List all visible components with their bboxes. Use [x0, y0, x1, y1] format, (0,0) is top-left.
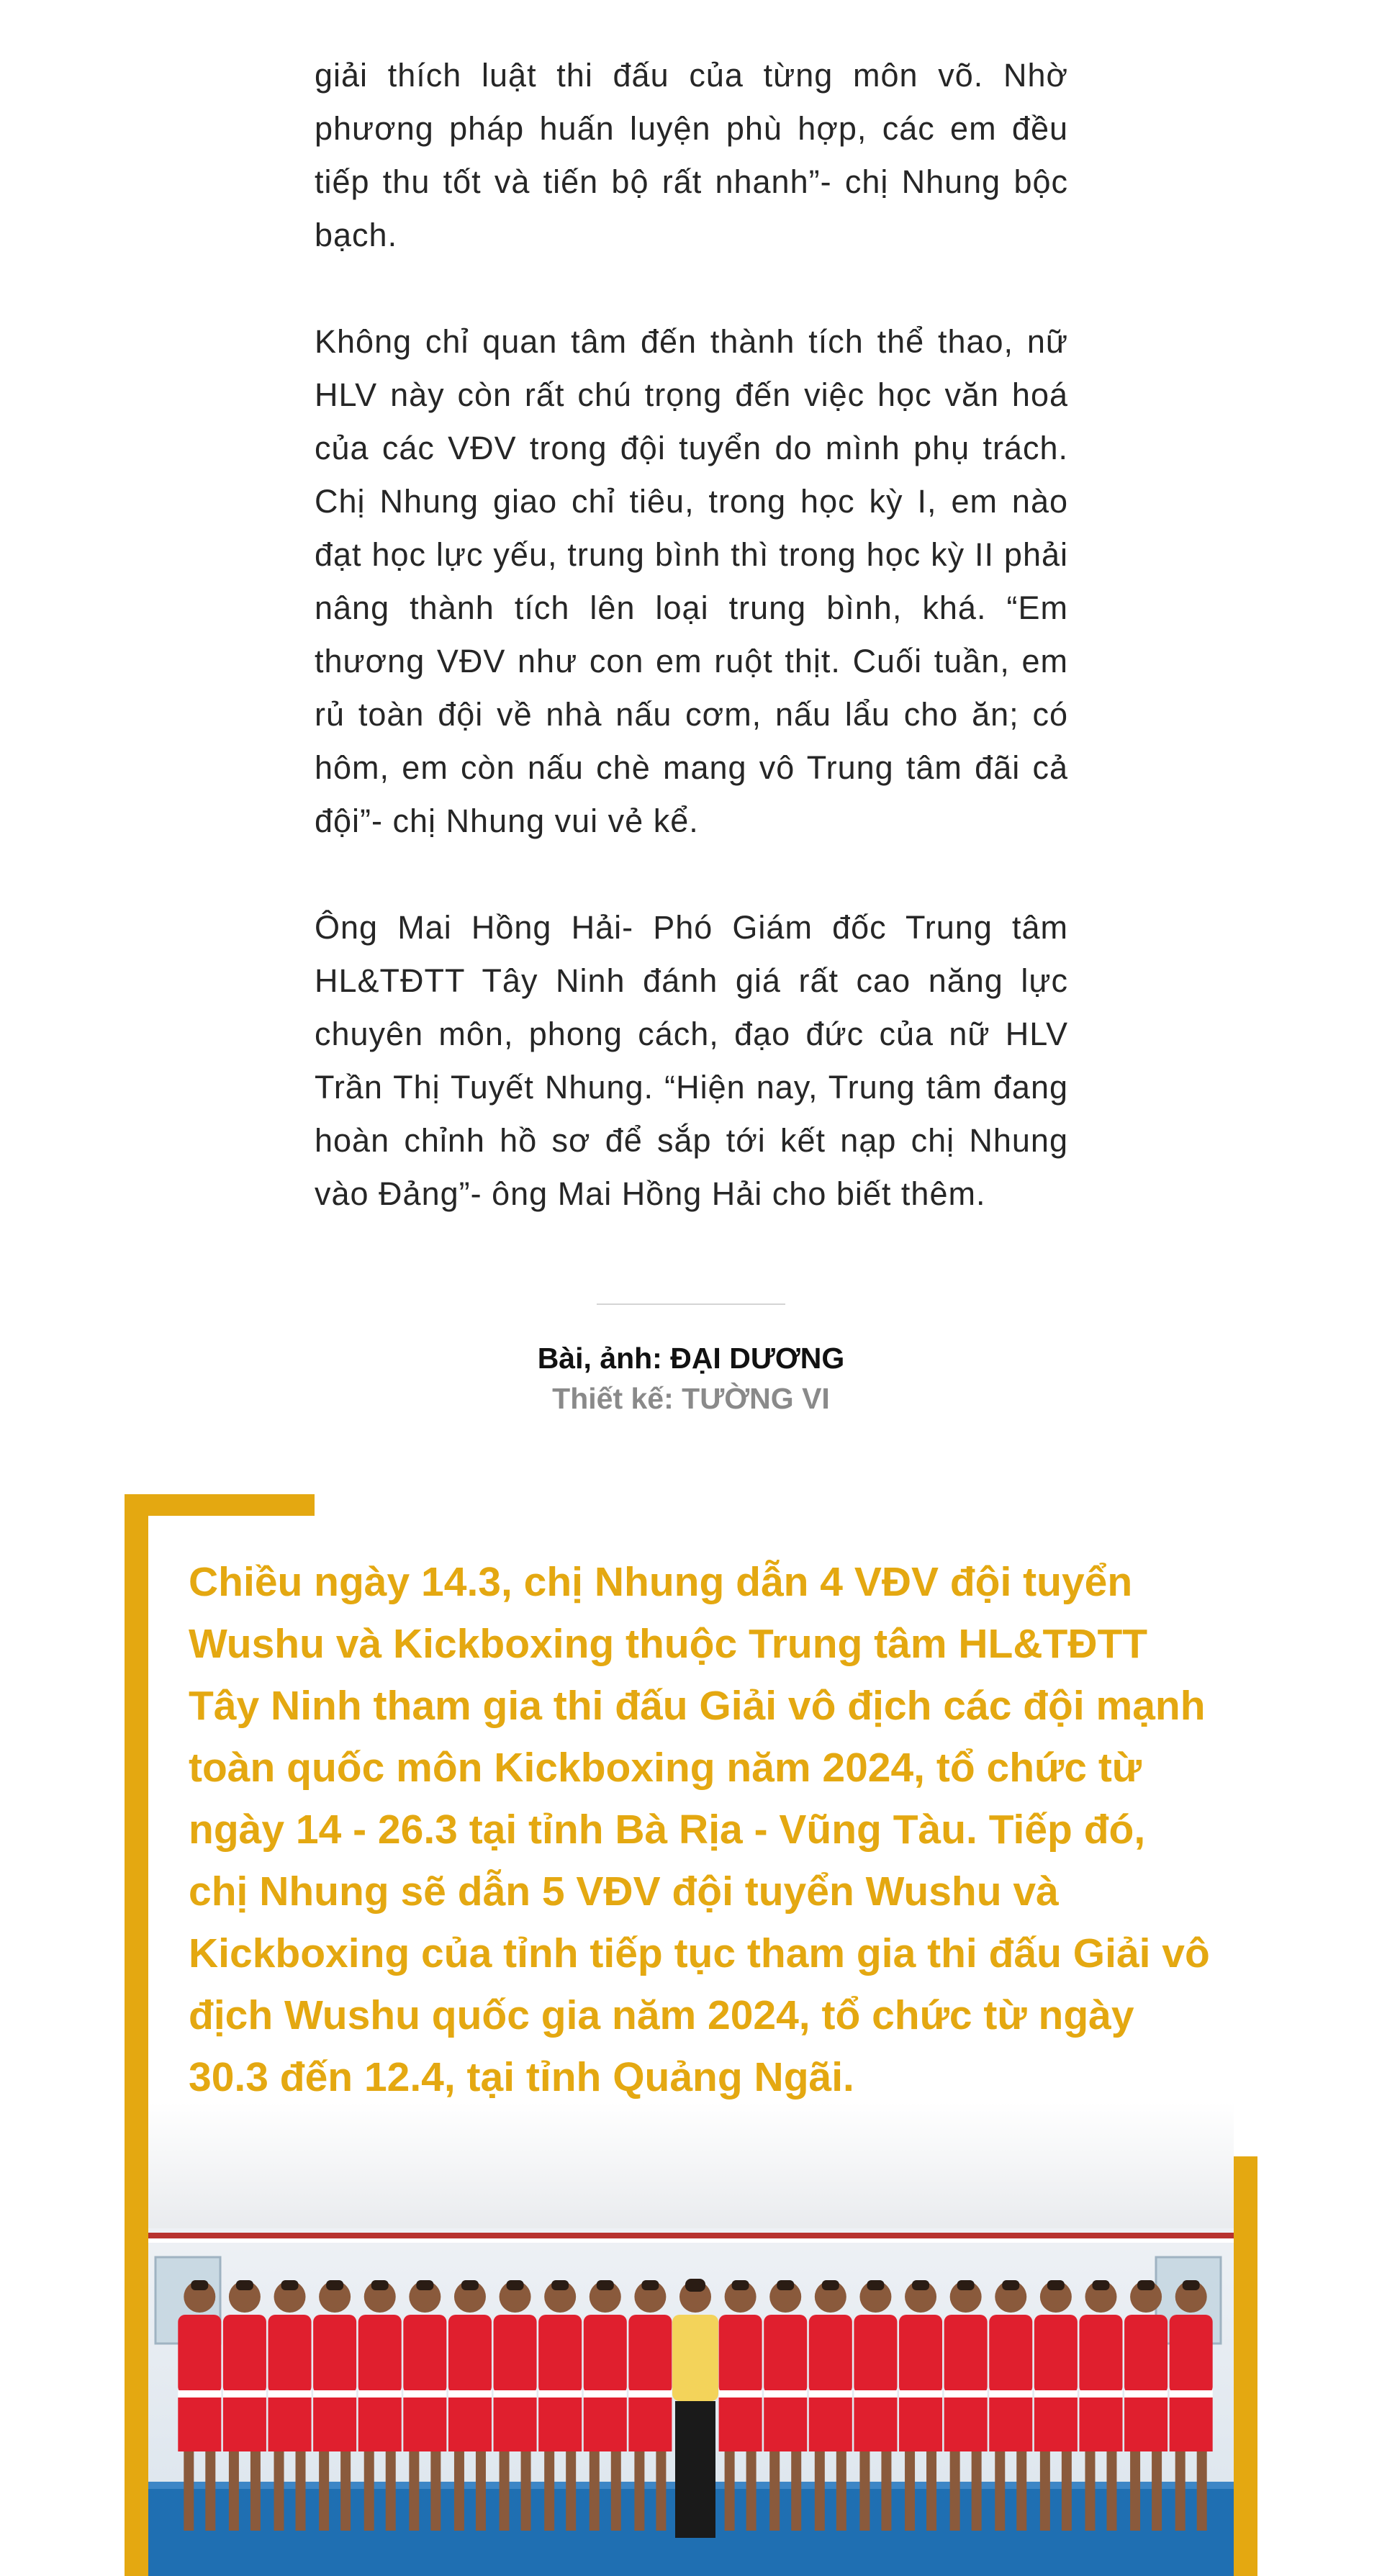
leg	[566, 2451, 576, 2531]
leg	[521, 2451, 531, 2531]
hair	[507, 2280, 524, 2290]
shirt	[719, 2315, 762, 2394]
team-photo-illustration	[148, 2228, 1234, 2576]
shorts	[223, 2398, 266, 2451]
shirt	[494, 2315, 537, 2394]
hair	[732, 2280, 749, 2290]
belt	[1079, 2390, 1122, 2398]
shirt	[672, 2315, 718, 2401]
belt	[448, 2390, 492, 2398]
shirt	[1079, 2315, 1122, 2394]
leg	[972, 2451, 982, 2531]
leg	[881, 2451, 891, 2531]
article-paragraph: giải thích luật thi đấu của từng môn võ. Nhờ phương pháp huấn luyện phù hợp, các em đều tiếp thu tốt và tiến bộ rất nhanh”- chị Nhung bộc bạch.	[315, 57, 1068, 253]
leg	[1175, 2451, 1185, 2531]
hair	[191, 2280, 208, 2290]
hair	[1092, 2280, 1109, 2290]
belt	[494, 2390, 537, 2398]
leg	[1152, 2451, 1162, 2531]
shirt	[448, 2315, 492, 2394]
gym-beam	[148, 2233, 1234, 2238]
shorts	[1079, 2398, 1122, 2451]
leg	[1130, 2451, 1140, 2531]
shorts	[899, 2398, 942, 2451]
leg	[769, 2451, 780, 2531]
leg	[340, 2451, 351, 2531]
hair	[1137, 2280, 1155, 2290]
leg	[656, 2451, 666, 2531]
shorts	[178, 2398, 221, 2451]
hair	[1183, 2280, 1200, 2290]
shirt	[584, 2315, 627, 2394]
belt	[764, 2390, 807, 2398]
belt	[584, 2390, 627, 2398]
leg	[634, 2451, 644, 2531]
belt	[1170, 2390, 1213, 2398]
shorts	[1034, 2398, 1078, 2451]
leg	[274, 2451, 284, 2531]
shirt	[268, 2315, 312, 2394]
shirt	[178, 2315, 221, 2394]
belt	[944, 2390, 988, 2398]
shorts	[584, 2398, 627, 2451]
leg	[1085, 2451, 1095, 2531]
coach-figure	[672, 2279, 718, 2538]
belt	[809, 2390, 852, 2398]
shorts	[313, 2398, 356, 2451]
leg	[319, 2451, 329, 2531]
credits-divider	[597, 1303, 785, 1305]
leg	[430, 2451, 441, 2531]
hair	[685, 2279, 705, 2292]
leg	[791, 2451, 801, 2531]
article-body	[315, 49, 1068, 1221]
belt	[313, 2390, 356, 2398]
highlight-quote: Chiều ngày 14.3, chị Nhung dẫn 4 VĐV đội tuyển Wushu và Kickboxing thuộc Trung tâm HL&TĐTT Tây Ninh tham gia thi đấu Giải vô địch các đội mạnh toàn quốc môn Kickboxing năm 2024, tổ chức từ ngày 14 - 26.3 tại tỉnh Bà Rịa - Vũng Tàu. Tiếp đó, chị Nhung sẽ dẫn 5 VĐV đội tuyển Wushu và Kickboxing của tỉnh tiếp tục tham gia thi đấu Giải vô địch Wushu quốc gia năm 2024, tổ chức từ ngày 30.3 đến 12.4, tại tỉnh Quảng Ngãi.	[189, 1559, 1210, 2100]
shirt	[223, 2315, 266, 2394]
leg	[746, 2451, 757, 2531]
leg	[1040, 2451, 1050, 2531]
hair	[822, 2280, 839, 2290]
leg	[995, 2451, 1005, 2531]
shorts	[944, 2398, 988, 2451]
leg	[500, 2451, 510, 2531]
shirt	[1124, 2315, 1168, 2394]
shorts	[854, 2398, 897, 2451]
hair	[641, 2280, 659, 2290]
shirt	[628, 2315, 672, 2394]
hair	[371, 2280, 389, 2290]
shirt	[989, 2315, 1032, 2394]
hair	[957, 2280, 975, 2290]
leg	[815, 2451, 825, 2531]
shorts	[448, 2398, 492, 2451]
leg	[409, 2451, 419, 2531]
hair	[1002, 2280, 1019, 2290]
leg	[1062, 2451, 1072, 2531]
leg	[905, 2451, 915, 2531]
shirt	[313, 2315, 356, 2394]
hair	[551, 2280, 569, 2290]
shorts	[494, 2398, 537, 2451]
shirt	[809, 2315, 852, 2394]
hair	[326, 2280, 343, 2290]
shorts	[764, 2398, 807, 2451]
leg	[950, 2451, 960, 2531]
shirt	[944, 2315, 988, 2394]
leg	[476, 2451, 486, 2531]
leg	[296, 2451, 306, 2531]
article-paragraph: Không chỉ quan tâm đến thành tích thể thao, nữ HLV này còn rất chú trọng đến việc học văn hoá của các VĐV trong đội tuyển do mình phụ trách. Chị Nhung giao chỉ tiêu, trong học kỳ I, em nào đạt học lực yếu, trung bình thì trong học kỳ II phải nâng thành tích lên loại trung bình, khá. “Em thương VĐV như con em ruột thịt. Cuối tuần, em rủ toàn đội về nhà nấu cơm, nấu lẩu cho ăn; có hôm, em còn nấu chè mang vô Trung tâm đãi cả đội”- chị Nhung vui vẻ kể.	[315, 323, 1068, 839]
belt	[358, 2390, 402, 2398]
leg	[250, 2451, 261, 2531]
belt	[899, 2390, 942, 2398]
leg	[1197, 2451, 1207, 2531]
shorts	[719, 2398, 762, 2451]
belt	[628, 2390, 672, 2398]
leg	[725, 2451, 735, 2531]
accent-frame-left	[125, 1494, 148, 2576]
shorts	[538, 2398, 582, 2451]
leg	[859, 2451, 870, 2531]
shorts	[1124, 2398, 1168, 2451]
design-credit: Thiết kế: TƯỜNG VI	[552, 1382, 830, 1415]
shorts	[1170, 2398, 1213, 2451]
accent-frame-top	[125, 1494, 315, 1516]
leg	[386, 2451, 396, 2531]
leg	[590, 2451, 600, 2531]
leg	[1016, 2451, 1026, 2531]
leg	[229, 2451, 239, 2531]
leg	[184, 2451, 194, 2531]
leg	[454, 2451, 464, 2531]
belt	[538, 2390, 582, 2398]
author-credit: Bài, ảnh: ĐẠI DƯƠNG	[537, 1342, 845, 1375]
shirt	[764, 2315, 807, 2394]
shorts	[809, 2398, 852, 2451]
leg	[611, 2451, 621, 2531]
leg	[836, 2451, 846, 2531]
belt	[268, 2390, 312, 2398]
hair	[597, 2280, 614, 2290]
hair	[416, 2280, 433, 2290]
leg	[205, 2451, 215, 2531]
leg	[926, 2451, 936, 2531]
shirt	[854, 2315, 897, 2394]
team-photo	[148, 2228, 1234, 2576]
shorts	[628, 2398, 672, 2451]
leg	[544, 2451, 554, 2531]
leg	[1106, 2451, 1116, 2531]
belt	[719, 2390, 762, 2398]
shorts	[358, 2398, 402, 2451]
shirt	[403, 2315, 446, 2394]
belt	[989, 2390, 1032, 2398]
trousers	[675, 2401, 715, 2538]
accent-frame-right	[1234, 2156, 1257, 2576]
hair	[912, 2280, 929, 2290]
leg	[364, 2451, 374, 2531]
article-paragraph: Ông Mai Hồng Hải- Phó Giám đốc Trung tâm HL&TĐTT Tây Ninh đánh giá rất cao năng lực chuyên môn, phong cách, đạo đức của nữ HLV Trần Thị Tuyết Nhung. “Hiện nay, Trung tâm đang hoàn chỉnh hồ sơ để sắp tới kết nạp chị Nhung vào Đảng”- ông Mai Hồng Hải cho biết thêm.	[315, 909, 1068, 1212]
shirt	[1034, 2315, 1078, 2394]
shorts	[268, 2398, 312, 2451]
hair	[236, 2280, 253, 2290]
shorts	[403, 2398, 446, 2451]
belt	[1124, 2390, 1168, 2398]
belt	[223, 2390, 266, 2398]
belt	[1034, 2390, 1078, 2398]
hair	[281, 2280, 299, 2290]
hair	[867, 2280, 884, 2290]
belt	[854, 2390, 897, 2398]
shirt	[1170, 2315, 1213, 2394]
shirt	[538, 2315, 582, 2394]
belt	[178, 2390, 221, 2398]
shirt	[358, 2315, 402, 2394]
shorts	[989, 2398, 1032, 2451]
hair	[1047, 2280, 1065, 2290]
hair	[461, 2280, 479, 2290]
shirt	[899, 2315, 942, 2394]
belt	[403, 2390, 446, 2398]
hair	[777, 2280, 794, 2290]
photo-fade	[148, 2102, 1234, 2231]
gym-beam-trim	[148, 2238, 1234, 2243]
